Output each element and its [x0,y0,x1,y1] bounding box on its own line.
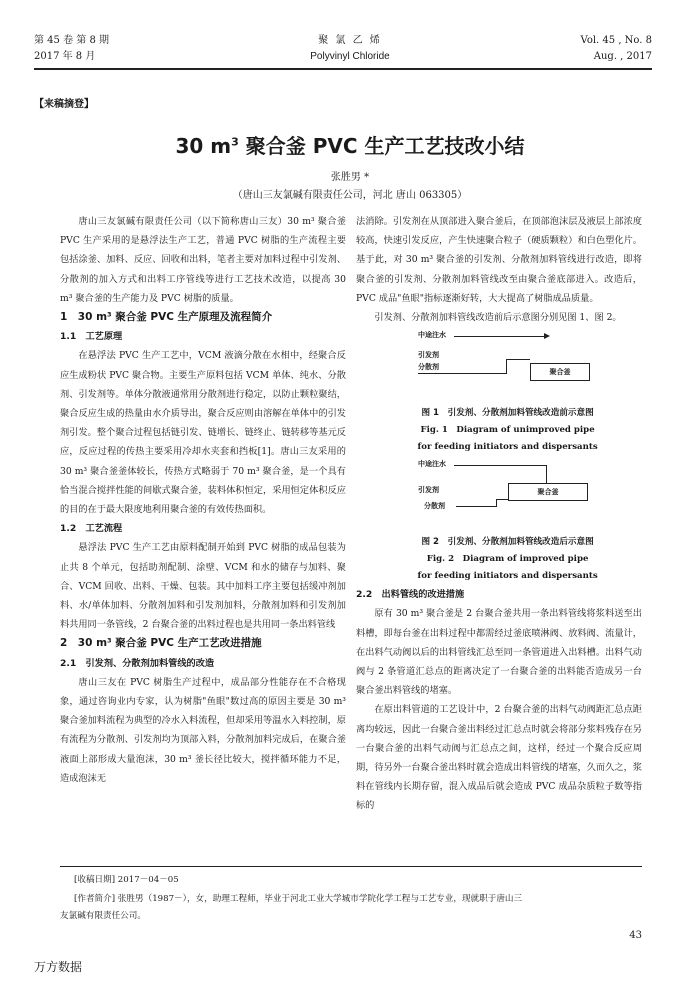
figure-1-caption-en-2: for feeding initiators and dispersants [417,442,598,453]
author-name: 张胜男 * [330,172,370,183]
section-2-1-heading: 2.1 引发剂、分散剂加料管线的改造 [60,657,215,669]
fig1-reactor-box: 聚合釜 [530,363,590,381]
journal-name-cn: 聚 氯 乙 烯 [318,35,382,46]
title-suffix: 聚合釜 PVC 生产工艺技改小结 [238,134,525,158]
section-2-2-heading: 2.2 出料管线的改进措施 [356,589,465,601]
fig2-feed-riser [496,499,497,507]
column-tag: 【来稿摘登】 [34,99,94,110]
footnote-rule [60,866,642,867]
figure-2-diagram [356,458,642,528]
section-2-heading: 2 30 m³ 聚合釜 PVC 生产工艺改进措施 [60,637,262,650]
section-2-2-paragraph-b: 在原出料管道的工艺设计中，2 台聚合釜的出料气动阀距汇总点距离均较远，因此一台聚合釜出料经过汇总点时就会将部分浆料残存在另一台聚合釜的出料气动阀与汇总点之间，这样，经过一个聚合反应周期，待另外一台聚合釜出料时就会造成出料管线的堵塞，久而久之，浆料在管线内长期存留，混入成品后就会造成 PVC 成品杂质粒子数等指标的 [356,704,642,812]
fig1-label-midway-water: 中途注水 [418,331,446,340]
footnote-author-bio-1: [作者简介] 张胜男（1987－），女，助理工程师，毕业于河北工业大学城市学院化学工程与工艺专业，现就职于唐山三 [74,894,523,904]
author-affiliation: （唐山三友氯碱有限责任公司，河北 唐山 063305） [232,190,468,201]
fig2-reactor-box: 聚合釜 [508,483,588,501]
fig1-feed-pipe [418,373,506,374]
title-prefix: 30 m [175,134,232,158]
footnote-author-bio-2: 友氯碱有限责任公司。 [60,911,146,921]
page-number: 43 [629,930,642,941]
fig1-feed-riser [506,359,507,374]
figure-2-caption-en-2: for feeding initiators and dispersants [417,571,598,582]
fig2-label-initiator: 引发剂 [418,486,439,495]
fig1-water-pipe [454,336,546,337]
left-column [60,212,346,788]
paper-title [0,130,700,159]
figure-1-diagram [356,329,642,399]
fig1-feed-top [506,359,530,360]
section-1-1-paragraph: 在悬浮法 PVC 生产工艺中，VCM 液滴分散在水相中，经聚合反应生成粉状 PVC 聚合物。主要生产原料包括 VCM 单体、纯水、分散剂、引发剂等。单体分散液通常用分散剂进行稳定，以防止颗粒聚结，聚合反应生成的热量由水介质导出，聚合反应则由溶解在单体中的引发剂引发。整个聚合过程包括链引发、链增长、链终止、链转移等基元反应，反应过程的传热主要采用冷却水夹套和挡板[1]。唐山三友采用的 30 m³ 聚合釜釜体较长，传热方式略弱于 70 m³ 聚合釜，是一个具有恰当混合搅拌性能的间歇式聚合釜，装料体积恒定，采用恒定体积反应的目的在于最大限度地利用聚合釜的有效传热面积。 [60,350,346,516]
title-superscript: 3 [231,135,239,149]
figure-1-caption-cn: 图 1 引发剂、分散剂加料管线改造前示意图 [421,408,594,419]
figure-reference-paragraph: 引发剂、分散剂加料管线改造前后示意图分别见图 1、图 2。 [374,312,622,324]
fig2-label-midway-water: 中途注水 [418,460,446,469]
fig2-label-dispersant: 分散剂 [424,502,445,511]
figure-2-caption-en-1: Fig. 2 Diagram of improved pipe [426,554,589,565]
journal-volume-issue: 第 45 卷 第 8 期 [34,35,109,46]
fig1-water-arrow [544,333,550,339]
section-2-1-paragraph: 唐山三友在 PVC 树脂生产过程中，成品部分性能存在不合格现象，通过咨询业内专家，认为树脂"鱼眼"数过高的原因主要是 30 m³ 聚合釜加料流程为典型的冷水入料流程，但却采用等温水入料控制，原有流程为分散剂、引发剂均为顶部入料，分散剂加料完成后，在聚合釜液面上部形成大量泡沫，30 m³ 釜长径比较大，搅拌循环能力不足，造成泡沫无 [60,676,346,784]
figure-1-caption-en-1: Fig. 1 Diagram of unimproved pipe [420,425,595,436]
section-1-heading: 1 30 m³ 聚合釜 PVC 生产原理及流程简介 [60,311,273,324]
journal-date-en: Aug. , 2017 [593,51,652,62]
fig1-label-initiator: 引发剂 [418,351,439,360]
fig2-water-pipe [454,465,546,466]
watermark: 万方数据 [34,960,83,974]
fig2-feed-bottom [496,499,508,500]
section-1-2-heading: 1.2 工艺流程 [60,523,123,535]
header-rule [34,68,652,70]
fig1-label-dispersant: 分散剂 [418,363,439,372]
fig2-water-drop [546,465,547,483]
section-1-1-heading: 1.1 工艺原理 [60,331,123,343]
right-column [356,212,642,816]
journal-vol-en: Vol. 45 , No. 8 [580,35,652,46]
section-2-2-paragraph-a: 原有 30 m³ 聚合釜是 2 台聚合釜共用一条出料管线将浆料送至出料槽，即每台釜在出料过程中都需经过釜底喷淋阀、放料阀、流量计，在出料气动阀以后的出料管线汇总至同一条管道进入出料槽。出料气动阀与 2 条管道汇总点的距离决定了一台聚合釜的出料能否造成另一台聚合釜出料管线的堵塞。 [356,608,642,697]
journal-name-en: Polyvinyl Chloride [310,51,390,62]
fig2-feed-pipe [456,506,496,507]
intro-paragraph: 唐山三友氯碱有限责任公司（以下简称唐山三友）30 m³ 聚合釜 PVC 生产采用的是悬浮法生产工艺，普通 PVC 树脂的生产流程主要包括涂釜、加料、反应、回收和出料，笔者主要对加料过程中引发剂、分散剂的加入方式和出料工序管线等进行工艺技术改造，以提高 30 m³ 聚合釜的生产能力及 PVC 树脂的质量。 [60,216,346,304]
figure-2-caption-cn: 图 2 引发剂、分散剂加料管线改造后示意图 [421,537,594,548]
journal-date: 2017 年 8 月 [34,51,96,62]
footnote-received-date: [收稿日期] 2017－04－05 [74,875,179,885]
section-1-2-paragraph: 悬浮法 PVC 生产工艺由原料配制开始到 PVC 树脂的成品包装为止共 8 个单元，包括助剂配制、涂壁、VCM 和水的储存与加料、聚合、VCM 回收、出料、干燥、包装。其中加料工序主要包括缓冲剂加料、水/单体加料、分散剂加料和引发剂加料，分散剂加料和引发剂加料共用同一条管线，2 台聚合釜的出料过程也是共用同一条出料管线 [60,542,346,631]
continued-paragraph: 法消除。引发剂在从顶部进入聚合釜后，在顶部泡沫层及液层上部浓度较高，快速引发反应，产生快速聚合粒子（硬质颗粒）和白色塑化片。基于此，对 30 m³ 聚合釜的引发剂、分散剂加料管线进行改造，即将聚合釜的引发剂、分散剂加料管线改至由聚合釜底部进入。改造后，PVC 成品"鱼眼"指标逐渐好转，大大提高了树脂成品质量。 [356,216,642,304]
